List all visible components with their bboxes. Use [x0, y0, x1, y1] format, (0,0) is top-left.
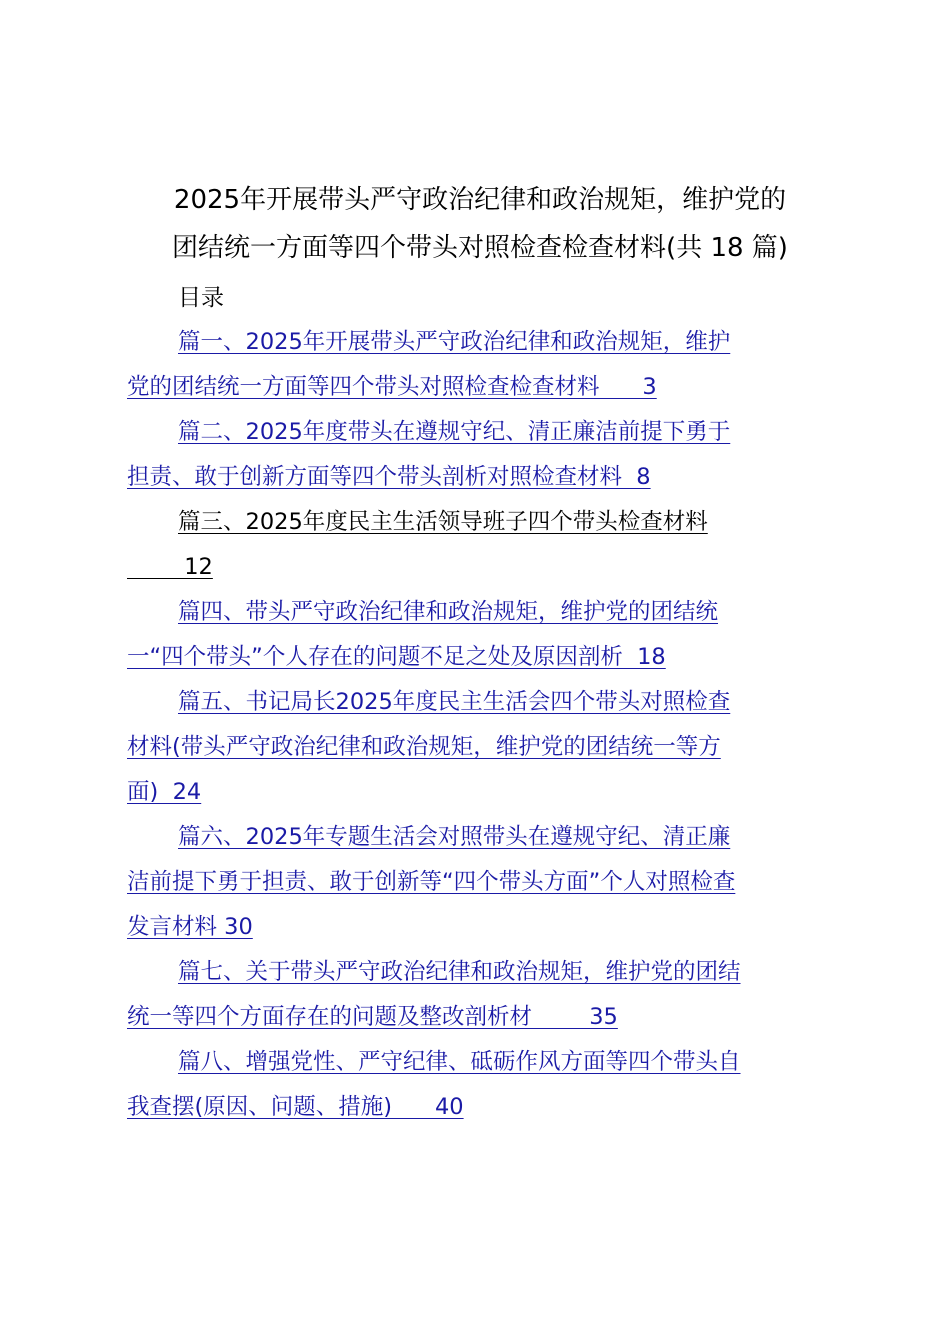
toc-entry-1[interactable]	[127, 320, 827, 410]
title-line-2: 团结统一方面等四个带头对照检查检查材料(共 18 篇)	[172, 233, 788, 263]
toc-entry-text[interactable]: 一“四个带头”个人存在的问题不足之处及原因剖析 18	[127, 644, 666, 670]
toc-entry-line	[127, 455, 827, 500]
title-line-1: 2025年开展带头严守政治纪律和政治规矩，维护党的	[173, 185, 787, 215]
toc-entry-line	[127, 725, 827, 770]
toc-entry-text[interactable]: 篇七、关于带头严守政治纪律和政治规矩，维护党的团结	[178, 959, 741, 985]
toc-entry-4[interactable]	[127, 590, 827, 680]
toc-entry-text: 12	[127, 554, 213, 580]
toc-entry-text[interactable]: 洁前提下勇于担责、敢于创新等“四个带头方面”个人对照检查	[127, 869, 736, 895]
toc-entry-text[interactable]: 篇四、带头严守政治纪律和政治规矩，维护党的团结统	[178, 599, 719, 625]
toc-entry-text[interactable]: 党的团结统一方面等四个带头对照检查检查材料 3	[127, 374, 657, 400]
toc-entry-line	[127, 860, 827, 905]
toc-entry-text[interactable]: 篇二、2025年度带头在遵规守纪、清正廉洁前提下勇于	[178, 419, 731, 445]
toc-entry-text[interactable]: 面) 24	[127, 779, 202, 805]
toc-entry-text[interactable]: 篇六、2025年专题生活会对照带头在遵规守纪、清正廉	[178, 824, 731, 850]
toc-entry-line	[127, 815, 827, 860]
toc-entry-6[interactable]	[127, 815, 827, 950]
toc-entry-line	[127, 365, 827, 410]
toc-entry-7[interactable]	[127, 950, 827, 1040]
toc-entry-text[interactable]: 我查摆(原因、问题、措施) 40	[127, 1094, 464, 1120]
toc-entry-line	[127, 590, 827, 635]
toc-entry-2[interactable]	[127, 410, 827, 500]
toc-entry-3	[127, 500, 827, 590]
toc-entry-line	[127, 1085, 827, 1130]
toc-entry-text: 篇三、2025年度民主生活领导班子四个带头检查材料	[178, 509, 708, 535]
toc-entry-line	[127, 500, 827, 545]
table-of-contents	[127, 320, 827, 1130]
toc-entry-line	[127, 545, 827, 590]
document-title	[110, 176, 850, 272]
toc-entry-5[interactable]	[127, 680, 827, 815]
toc-entry-text[interactable]: 篇八、增强党性、严守纪律、砥砺作风方面等四个带头自	[178, 1049, 741, 1075]
toc-entry-text[interactable]: 担责、敢于创新方面等四个带头剖析对照检查材料 8	[127, 464, 651, 490]
toc-entry-line	[127, 1040, 827, 1085]
toc-entry-line	[127, 770, 827, 815]
toc-entry-line	[127, 320, 827, 365]
toc-entry-line	[127, 680, 827, 725]
toc-heading: 目录	[178, 285, 224, 311]
toc-entry-8[interactable]	[127, 1040, 827, 1130]
toc-entry-text[interactable]: 篇一、2025年开展带头严守政治纪律和政治规矩，维护	[178, 329, 731, 355]
toc-entry-line	[127, 995, 827, 1040]
toc-entry-text[interactable]: 材料(带头严守政治纪律和政治规矩，维护党的团结统一等方	[127, 734, 721, 760]
toc-entry-line	[127, 950, 827, 995]
toc-entry-text[interactable]: 发言材料 30	[127, 914, 253, 940]
toc-entry-line	[127, 635, 827, 680]
toc-entry-text[interactable]: 篇五、书记局长2025年度民主生活会四个带头对照检查	[178, 689, 731, 715]
toc-entry-text[interactable]: 统一等四个方面存在的问题及整改剖析材 35	[127, 1004, 618, 1030]
toc-entry-line	[127, 905, 827, 950]
toc-entry-line	[127, 410, 827, 455]
